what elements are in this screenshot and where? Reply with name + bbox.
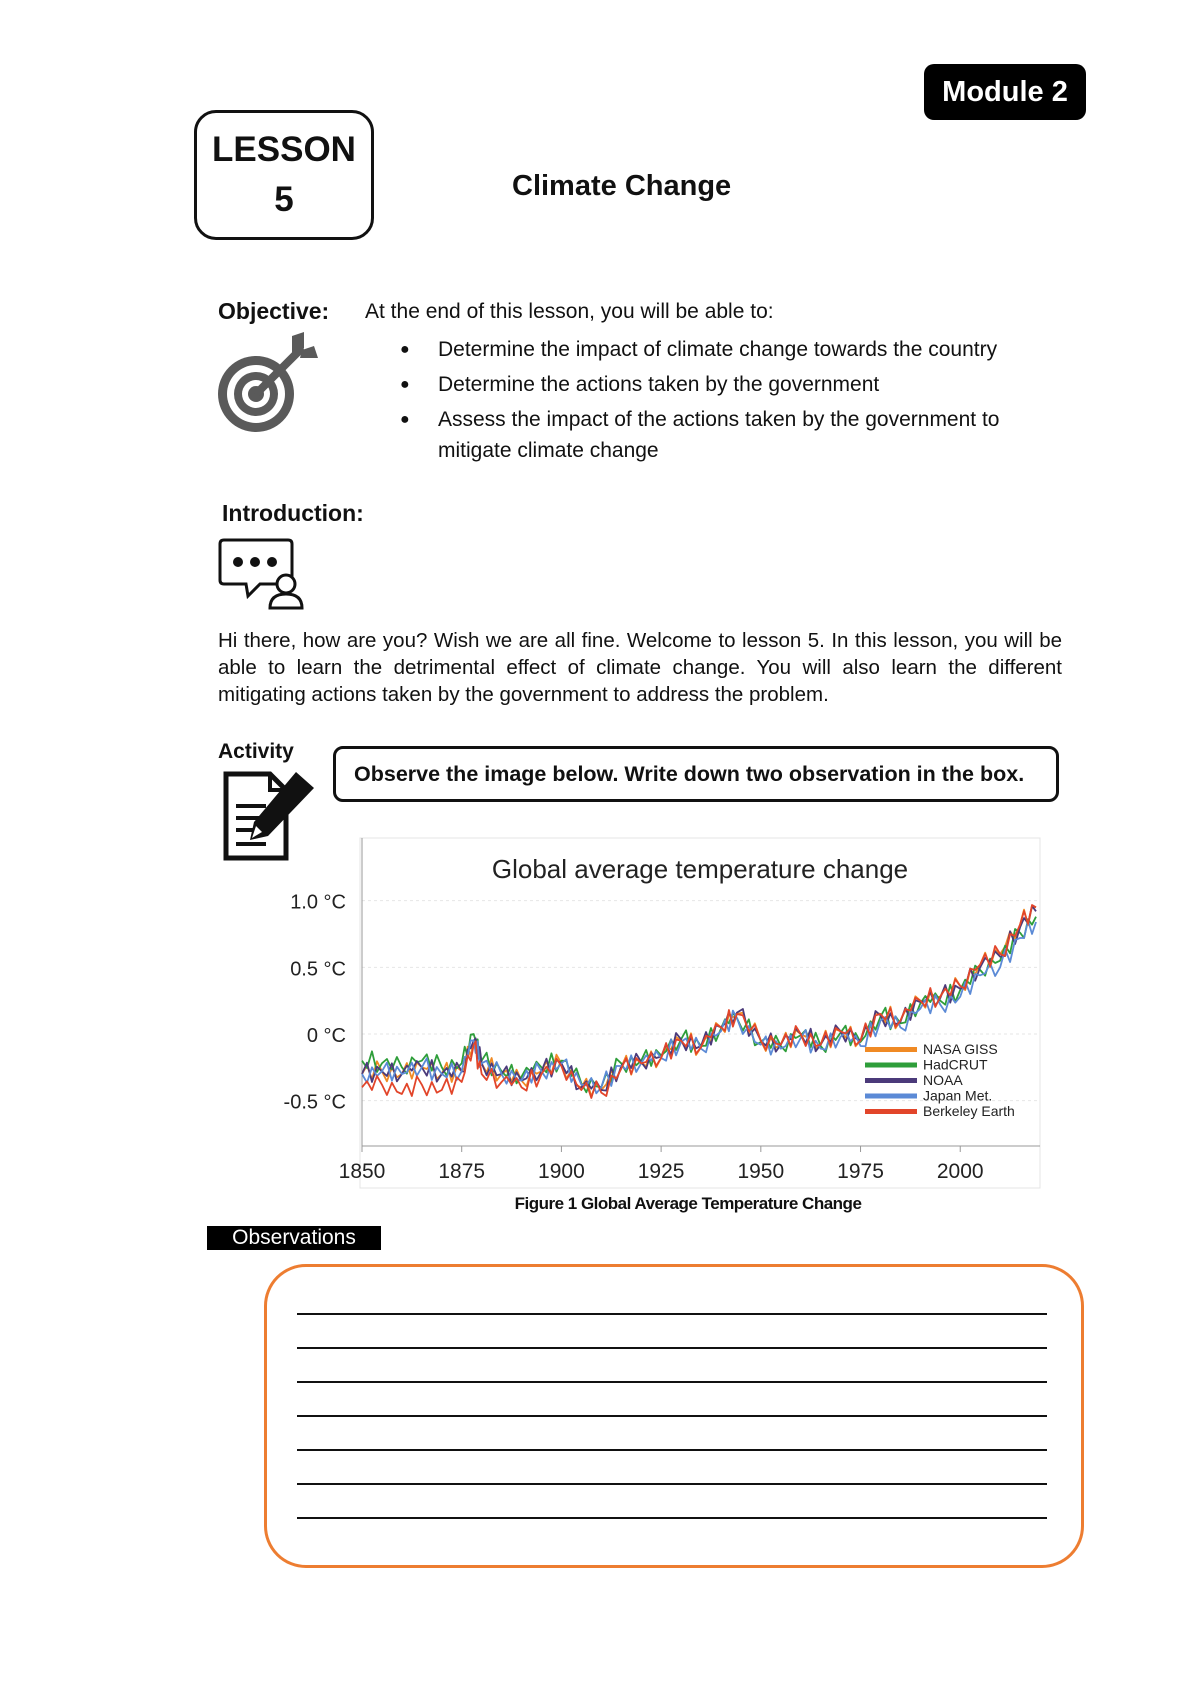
observation-line[interactable] <box>297 1313 1047 1315</box>
chart-title: Global average temperature change <box>491 854 909 884</box>
legend-swatch <box>865 1063 917 1068</box>
objective-intro: At the end of this lesson, you will be able to: <box>365 300 774 323</box>
objective-item: ● Determine the actions taken by the government <box>400 369 1060 400</box>
y-tick-label: 0.5 °C <box>290 958 346 981</box>
x-tick-label: 1975 <box>837 1160 884 1183</box>
x-tick-label: 1850 <box>338 1160 386 1183</box>
observations-label: Observations <box>207 1226 381 1250</box>
observation-line[interactable] <box>297 1449 1047 1451</box>
plot-frame <box>360 838 1040 1188</box>
observation-box[interactable] <box>264 1264 1084 1568</box>
y-tick-label: 1.0 °C <box>290 891 346 914</box>
objective-item: ● Assess the impact of the actions taken by the government to mitigate climate change <box>400 404 1060 466</box>
target-arrow-icon <box>212 330 324 438</box>
x-tick-label: 1875 <box>438 1160 486 1183</box>
observation-line[interactable] <box>297 1381 1047 1383</box>
objective-heading: Objective: <box>218 298 330 324</box>
chat-person-icon <box>218 536 304 610</box>
observation-line[interactable] <box>297 1483 1047 1485</box>
instruction-box <box>333 746 1059 802</box>
instruction-text: Observe the image below. Write down two observation in the box. <box>354 761 1025 786</box>
objective-list <box>400 334 1060 470</box>
legend-swatch <box>865 1047 917 1052</box>
figure-caption <box>0 1194 1200 1214</box>
objective-item: ● Determine the impact of climate change towards the country <box>400 334 1060 365</box>
lesson-number: 5 <box>274 180 294 219</box>
legend-label: HadCRUT <box>923 1056 988 1073</box>
page-title: Climate Change <box>512 170 732 202</box>
x-tick-label: 1925 <box>637 1160 685 1183</box>
legend-label: Berkeley Earth <box>923 1103 1015 1119</box>
x-tick-label: 2000 <box>936 1160 984 1183</box>
lesson-word: LESSON <box>212 130 356 169</box>
introduction-heading: Introduction: <box>222 500 364 526</box>
figure-caption-text: Figure 1 Global Average Temperature Change <box>514 1194 862 1213</box>
lesson-box <box>194 110 374 240</box>
activity-heading: Activity <box>218 740 294 763</box>
legend-swatch <box>865 1078 917 1083</box>
module-label: Module 2 <box>942 75 1068 108</box>
legend-label: Japan Met. <box>923 1087 993 1104</box>
observation-line[interactable] <box>297 1517 1047 1519</box>
y-tick-label: 0 °C <box>306 1025 346 1047</box>
x-tick-label: 1900 <box>538 1160 585 1183</box>
legend-label: NASA GISS <box>923 1041 998 1057</box>
chart-svg <box>250 834 1050 1194</box>
x-tick-label: 1950 <box>737 1160 785 1183</box>
legend-swatch <box>865 1094 917 1099</box>
temperature-chart <box>250 834 1050 1194</box>
observation-line[interactable] <box>297 1347 1047 1349</box>
legend-label: NOAA <box>923 1072 963 1088</box>
observation-line[interactable] <box>297 1415 1047 1417</box>
y-tick-label: -0.5 °C <box>283 1091 346 1114</box>
introduction-text: Hi there, how are you? Wish we are all fine. Welcome to lesson 5. In this lesson, you will be able to learn the detrimental effect of climate change. You will also learn the different mitigating actions taken by the government to address the problem. <box>218 629 1062 706</box>
legend-swatch <box>865 1109 917 1114</box>
module-badge <box>924 64 1086 120</box>
